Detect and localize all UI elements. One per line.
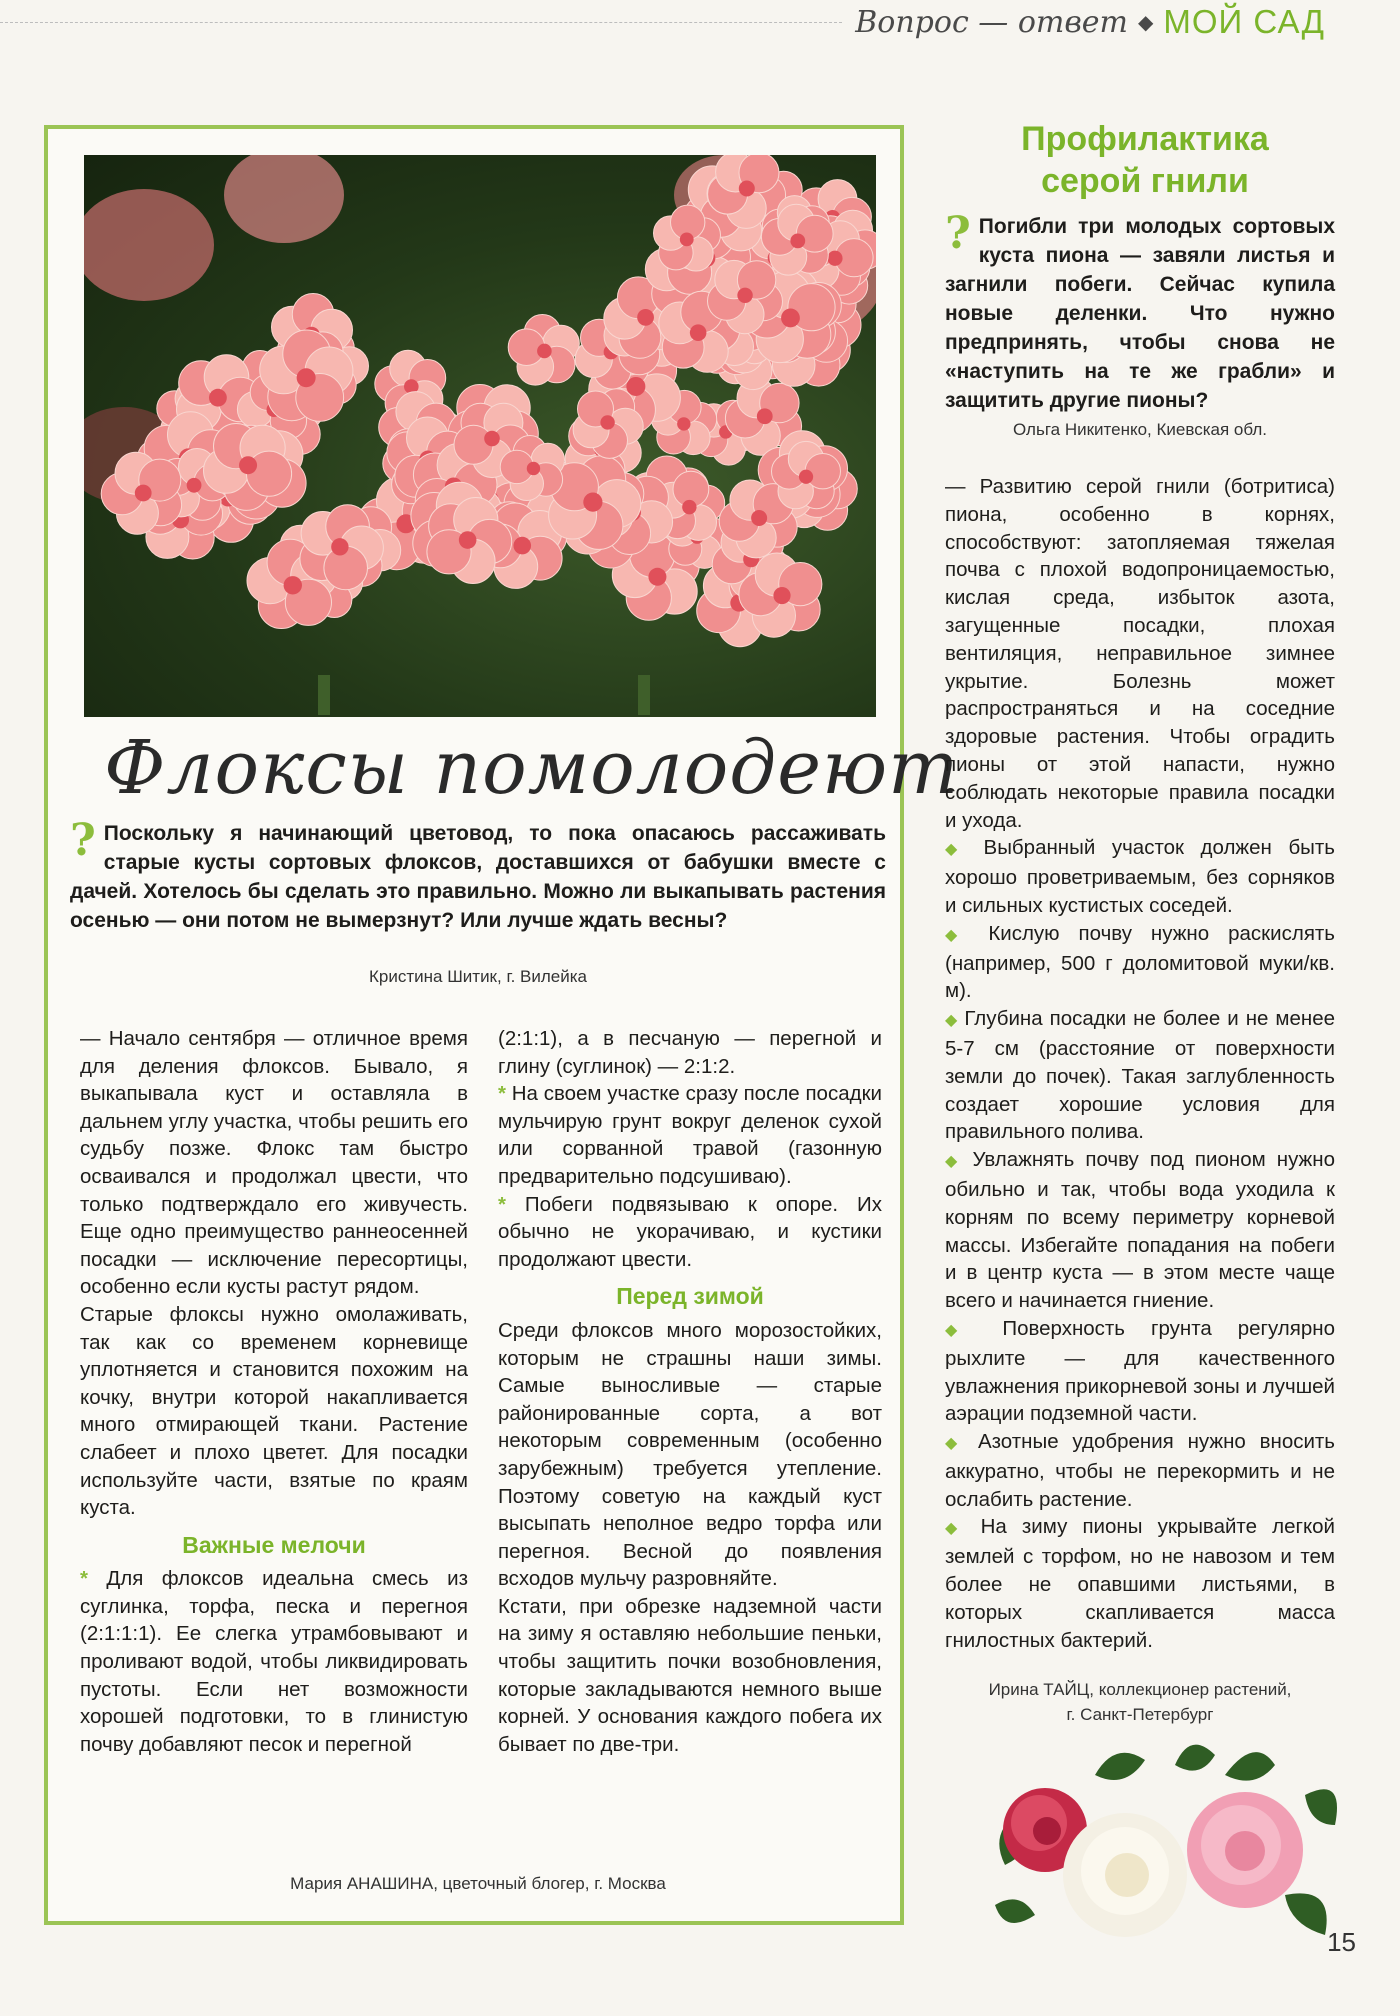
sidebar-tip [945,1146,1335,1315]
tip-text: На своем участке сразу после посадки мульчирую грунт вокруг деленок сухой или сорванной травой (газонную предварительно подсушиваю). [498,1082,882,1188]
paragraph: Среди флоксов много морозостойких, которым не страшны наши зимы. Самые выносливые — старые районированные сорта, а вот некоторым современным (особенно зарубежным) требуется утепление. Поэтому советую на каждый куст высыпать неполное ведро торфа или перегноя. Весной до появления всходов мульчу разровняйте. [498,1318,882,1591]
article-signature: Мария АНАШИНА, цветочный блогер, г. Москва [290,1874,666,1893]
diamond-bullet-icon: ◆ [945,1153,973,1171]
tip-text: Побеги подвязываю к опоре. Их обычно не укорачиваю, и кустики продолжают цвести. [498,1192,882,1271]
diamond-bullet-icon: ◆ [945,1012,965,1030]
article-question-author: Кристина Шитик, г. Вилейка [369,967,587,986]
page-number: 15 [1327,1927,1356,1957]
sidebar-tip [945,1428,1335,1513]
tip-text: Азотные удобрения нужно вносить аккуратно, чтобы не перекормить и не ослабить растение. [945,1430,1335,1511]
diamond-bullet-icon: ◆ [945,926,989,944]
article-box [44,125,960,1925]
stem [324,675,644,715]
article-title: Флоксы помолодеют [104,725,960,811]
sidebar-tip [945,1005,1335,1146]
phlox-flower [508,315,579,386]
diamond-bullet-icon: ◆ [945,1435,978,1453]
article-question [70,815,886,935]
sidebar-signature [945,1677,1335,1727]
sidebar-question-author: Ольга Никитенко, Киевская обл. [1013,420,1267,439]
phlox-illustration [84,155,876,717]
tip-text: Выбранный участок должен быть хорошо проветриваемым, без сорняков и сильных кустистых соседей. [945,836,1335,917]
sidebar-title-line: Профилактика [1021,120,1269,158]
sidebar-tip [945,1513,1335,1654]
tip-text: Увлажнять почву под пионом нужно обильно и так, чтобы вода уходила к корням по всему периметру корневой массы. Избегайте попадания на побеги и в центр куста — в этом месте чаще всего и начинается гниение. [945,1148,1335,1313]
sidebar-body [945,473,1335,1654]
tip-text: Поверхность грунта регулярно рыхлите — для качественного увлажнения прикорневой зоны и лучшей аэрации подземной части. [945,1316,1335,1426]
tip-item [80,1565,468,1758]
paragraph: (2:1:1), а в песчаную — перегной и глину (суглинок) — 2:1:2. [498,1027,882,1078]
tip-text: Кислую почву нужно раскислять (например, 500 г доломитовой муки/кв. м). [945,921,1335,1003]
peony-illustration [975,1735,1347,1950]
tip-text: Для флоксов идеальна смесь из суглинка, торфа, песка и перегноя (2:1:1:1). Ее слегка утрамбовывают и проливают водой, чтобы ликвидировать пустоты. Если нет возможности хорошей подготовки, то в глинистую почву добавляют песок и перегной [80,1567,468,1756]
article-column-1 [80,1025,468,1758]
paragraph: Кстати, при обрезке надземной части на зиму я оставляю небольшие пеньки, чтобы защитить почки возобновления, которые закладываются немного выше корней. У основания каждого побега их бывает по две-три. [498,1594,882,1756]
diamond-bullet-icon: ◆ [945,841,984,859]
subheading-details: Важные мелочи [182,1531,366,1558]
paragraph: Старые флоксы нужно омолаживать, так как со временем корневище уплотняется и становится похожим на кочку, внутри которой накапливается много отмирающей ткани. Растение слабеет и плохо цветет. Для посадки используйте части, взятые по краям куста. [80,1302,468,1520]
asterisk-icon: * [498,1192,525,1216]
header-rubric: Вопрос — ответ [855,4,1128,40]
tip-item [498,1191,882,1274]
subheading-winter: Перед зимой [616,1283,764,1310]
sidebar-tip [945,834,1335,919]
signature-line: г. Санкт-Петербург [1066,1705,1214,1724]
pink-peony [1187,1792,1303,1908]
sidebar-question [945,208,1335,415]
tip-text: Глубина посадки не более и не менее 5-7 см (расстояние от поверхности земли до почек). Такая заглубленность создает хорошие условия для правильного полива. [945,1007,1336,1144]
diamond-bullet-icon: ◆ [945,1520,981,1538]
sidebar-title-line: серой гнили [1041,162,1249,200]
sidebar-title [955,118,1335,202]
phlox-photo [84,155,876,717]
asterisk-icon: * [498,1082,512,1106]
page-header [855,2,1325,42]
signature-line: Ирина ТАЙЦ, коллекционер растений, [988,1680,1292,1699]
header-rule [0,22,842,23]
diamond-bullet-icon: ◆ [945,1321,1003,1339]
white-peony [1063,1813,1187,1937]
header-section: МОЙ САД [1163,3,1325,40]
article-question-text: Поскольку я начинающий цветовод, то пока опасаюсь рассаживать старые кусты сортовых флоксов, доставшихся от бабушки вместе с дачей. Хотелось бы сделать это правильно. Можно ли выкапывать растения осенью — они потом не вымерзнут? Или лучше ждать весны? [70,822,886,932]
sidebar-tip [945,920,1335,1005]
tip-item [498,1080,882,1190]
paragraph: — Начало сентября — отличное время для деления флоксов. Бывало, я выкапывала куст и оставляла в дальнем углу участка, чтобы решить его судьбу позже. Флокс там быстро осваивался и продолжал цвести, что только подтверждало его живучесть. Еще одно преимущество раннеосенней посадки — исключение пересортицы, особенно если кусты растут рядом. [80,1027,468,1299]
question-mark-icon: ? [70,815,96,866]
question-mark-icon: ? [945,208,971,259]
diamond-icon: ◆ [1138,11,1154,34]
sidebar-question-text: Погибли три молодых сортовых куста пиона — завяли листья и загнили побеги. Сейчас купила новые деленки. Что нужно предпринять, чтобы снова не «наступить на те же грабли» и защитить другие пионы? [945,215,1335,412]
asterisk-icon: * [80,1567,107,1591]
article-column-2 [498,1025,882,1758]
tip-text: На зиму пионы укрывайте легкой землей с торфом, но не навозом и тем более не опавшими листьями, в которых скапливается масса гнилостных бактерий. [945,1515,1335,1652]
paragraph: — Развитию серой гнили (ботритиса) пиона, особенно в корнях, способствуют: затопляемая тяжелая почва с плохой водопроницаемостью, кислая среда, избыток азота, загущенные посадки, плохая вентиляция, неправильное зимнее укрытие. Болезнь может распространяться и на соседние здоровые растения. Чтобы оградить пионы от этой напасти, нужно соблюдать некоторые правила посадки и ухода. [945,475,1335,832]
sidebar-tip [945,1315,1335,1428]
